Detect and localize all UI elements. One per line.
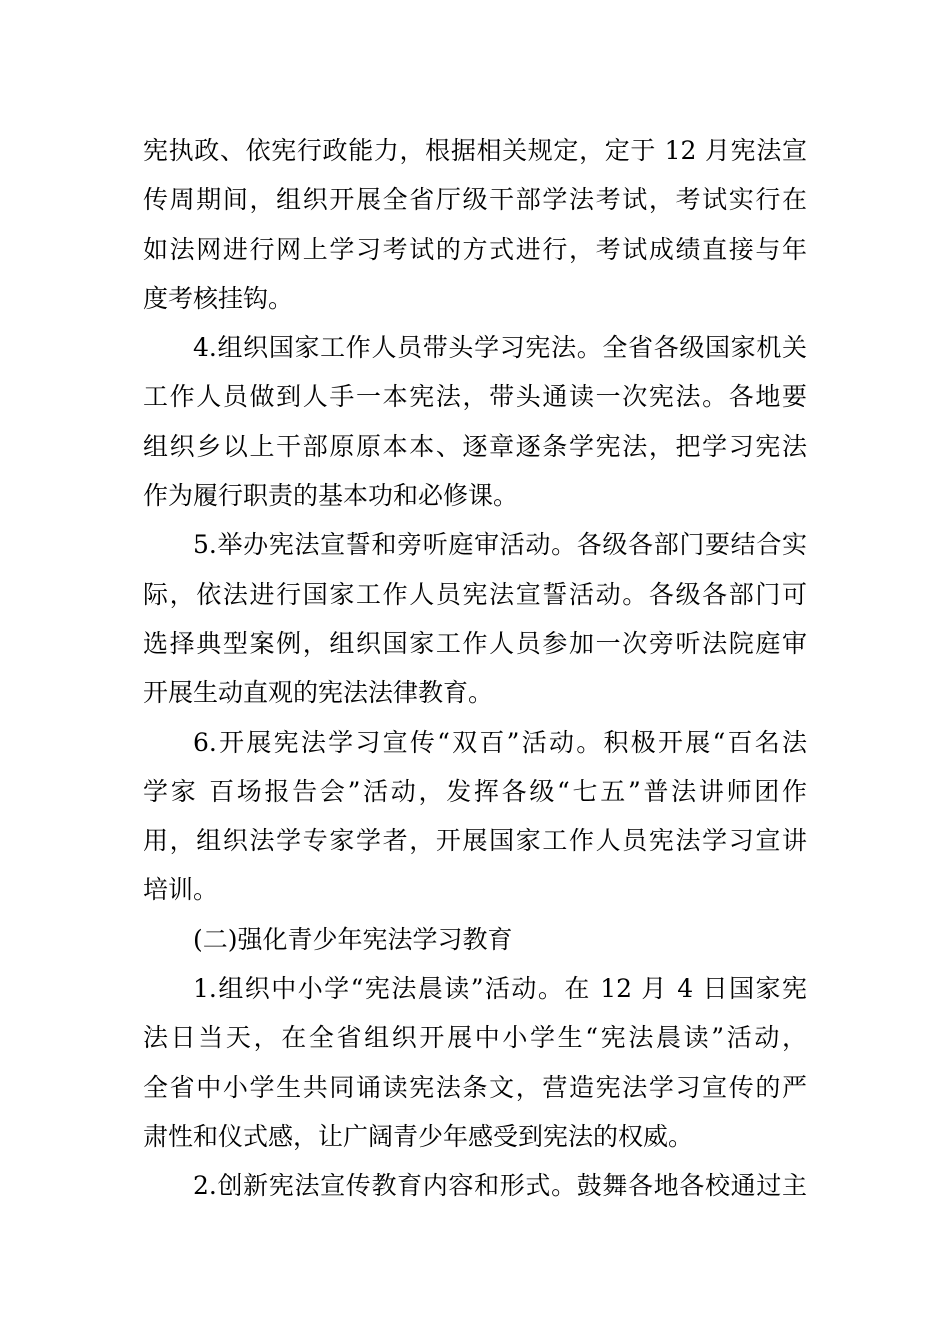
text-line: 工作人员做到人手一本宪法，带头通读一次宪法。各地要 xyxy=(143,382,807,412)
document-body xyxy=(143,126,807,1211)
text-line: 际，依法进行国家工作人员宪法宣誓活动。各级各部门可 xyxy=(143,579,807,609)
text-line: 肃性和仪式感，让广阔青少年感受到宪法的权威。 xyxy=(143,1121,694,1151)
text-line: 如法网进行网上学习考试的方式进行，考试成绩直接与年 xyxy=(143,234,807,264)
text-line: 学家 百场报告会”活动，发挥各级“七五”普法讲师团作 xyxy=(143,776,807,806)
text-line: 用，组织法学专家学者，开展国家工作人员宪法学习宣讲 xyxy=(143,826,807,856)
text-line: 作为履行职责的基本功和必修课。 xyxy=(143,481,519,511)
text-line: 选择典型案例，组织国家工作人员参加一次旁听法院庭审 xyxy=(143,628,807,658)
text-line: 5.举办宪法宣誓和旁听庭审活动。各级各部门要结合实 xyxy=(193,530,807,560)
text-line: 度考核挂钩。 xyxy=(143,283,294,313)
text-line: 传周期间，组织开展全省厅级干部学法考试，考试实行在 xyxy=(143,185,807,215)
text-line: 2.创新宪法宣传教育内容和形式。鼓舞各地各校通过主 xyxy=(193,1171,807,1201)
text-line: 开展生动直观的宪法法律教育。 xyxy=(143,678,494,708)
text-line: 培训。 xyxy=(143,875,219,905)
text-line: 宪执政、依宪行政能力，根据相关规定，定于 12 月宪法宣 xyxy=(143,136,807,165)
text-line: 1.组织中小学“宪法晨读”活动。在 12 月 4 日国家宪 xyxy=(193,974,807,1004)
text-line: 4.组织国家工作人员带头学习宪法。全省各级国家机关 xyxy=(193,333,807,363)
text-line: 全省中小学生共同诵读宪法条文，营造宪法学习宣传的严 xyxy=(143,1072,807,1102)
text-line: 组织乡以上干部原原本本、逐章逐条学宪法，把学习宪法 xyxy=(143,431,807,461)
section-heading: (二)强化青少年宪法学习教育 xyxy=(193,924,513,954)
text-line: 法日当天，在全省组织开展中小学生“宪法晨读”活动， xyxy=(143,1023,807,1053)
text-line: 6.开展宪法学习宣传“双百”活动。积极开展“百名法 xyxy=(193,727,807,757)
